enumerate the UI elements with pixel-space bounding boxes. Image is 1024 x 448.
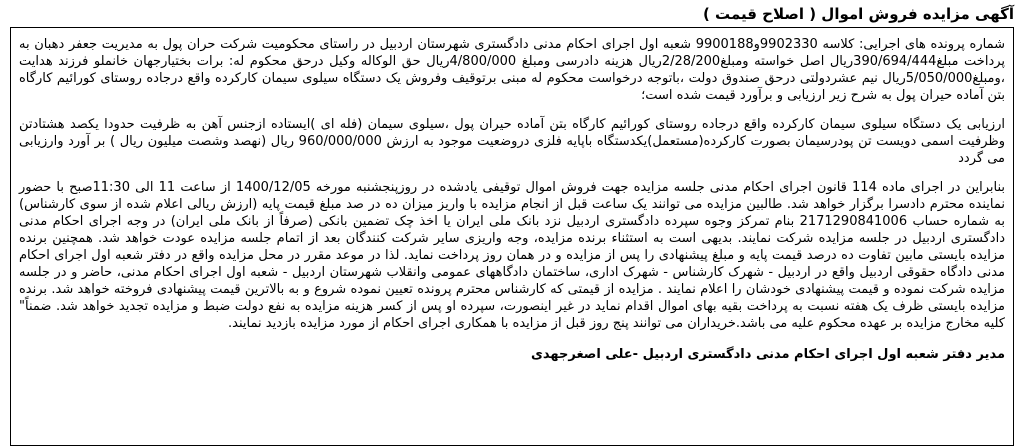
- valuation-paragraph: ارزیابی یک دستگاه سیلوی سیمان کارکرده واقع درجاده روستای کورائیم کارگاه بتن آماده حیران پول ،سیلوی سیمان (فله ای )ایستاده ازجنس آهن به ظرفیت حدودا یکصد هشتادتن وظرفیت اسمی دویست تن پودرسیمان بصورت کارکرده(مستعمل)یکدستگاه باپایه فلزی دروضعیت موجود به ارزش 960/000/000 ریال (نهصد وشصت میلیون ریال ) بر آورد وارزیابی می گردد: [19, 117, 1005, 166]
- signature-line: مدیر دفتر شعبه اول اجرای احکام مدنی دادگستری اردبیل -علی اصغرجهدی: [530, 347, 1005, 362]
- case-details-paragraph: شماره پرونده های اجرایی: کلاسه 9902330و9900188 شعبه اول اجرای احکام مدنی دادگستری شهرستان اردبیل در راستای محکومیت شرکت حران پول به مدیریت جعفر دهبان به پرداخت مبلغ390/694/444ریال اصل خواسته ومبلغ2/28/200ریال هزینه دادرسی ومبلغ 4/800/000ریال حق الوکاله وکیل درحق محکوم له: برات بختیارجهان خانملو فرزند هدایت ،ومبلغ5/050/000ریال نیم عشردولتی درحق صندوق دولت ،باتوجه درخواست محکوم له مبنی برتوقیف وفروش یک دستگاه سیلوی سیمان کارکرده واقع درجاده روستای کورائیم کارگاه بتن آماده حیران پول به شرح زیر ارزیابی و برآورد قیمت شده است؛: [19, 37, 1006, 103]
- notice-body: [10, 27, 1014, 446]
- auction-terms-paragraph: بنابراین در اجرای ماده 114 قانون اجرای احکام مدنی جلسه مزایده جهت فروش اموال توقیفی یادشده در روزپنجشنبه مورخه 1400/12/05 از ساعت 11 الی 11:30صبح با حضور نماینده محترم دادسرا برگزار خواهد شد. طالبین مزایده می توانند یک ساعت قبل از انجام مزایده با واریز میزان ده در صد مبلغ قیمت پایه (ارزش ریالی اعلام شده از سوی کارشناس) به شماره حساب 2171290841006 بنام تمرکز وجوه سپرده دادگستری اردبیل نزد بانک ملی ایران یا اخذ چک تضمین بانکی (صرفاً از بانک ملی ایران) در وجه اجرای احکام مدنی دادگستری اردبیل در جلسه مزایده شرکت نمایند. بدیهی است به استثناء برنده مزایده، وجه واریزی سایر شرکت کنندگان بعد از اتمام جلسه مزایده عودت خواهد شد. همچنین برنده مزایده بایستی مابین تفاوت ده درصد قیمت پایه و مبلغ پیشنهادی را پس از مزایده و در همان روز پرداخت نماید. لذا در موعد مقرر در محل مزایده واقع در دفتر شعبه اول اجرای احکام مدنی دادگاه حقوقی اردبیل واقع در اردبیل - شهرک کارشناس - شهرک اداری، ساختمان دادگاههای عمومی وانقلاب شهرستان اردبیل - شعبه اول اجرای احکام مدنی، حاضر و در جلسه مزایده شرکت نموده و قیمت پیشنهادی خودشان را اعلام نمایند . مزایده از قیمتی که کارشناس محترم پرونده تعیین نموده شروع و به بالاترین قیمت پیشنهادی فروخته خواهد شد. برنده مزایده بایستی ظرف یک هفته نسبت به پرداخت بقیه بهای اموال اقدام نماید در غیر اینصورت، سپرده او پس از کسر هزینه مزایده به نفع دولت ضبط و مزایده تجدید خواهد شد. ضمناً" کلیه مخارج مزایده بر عهده محکوم علیه می باشد.خریداران می توانند پنج روز قبل از مزایده با همکاری اجرای احکام از مورد مزایده بازدید نمایند.: [19, 180, 1005, 331]
- notice-title: آگهی مزایده فروش اموال ( اصلاح قیمت ): [702, 5, 1014, 23]
